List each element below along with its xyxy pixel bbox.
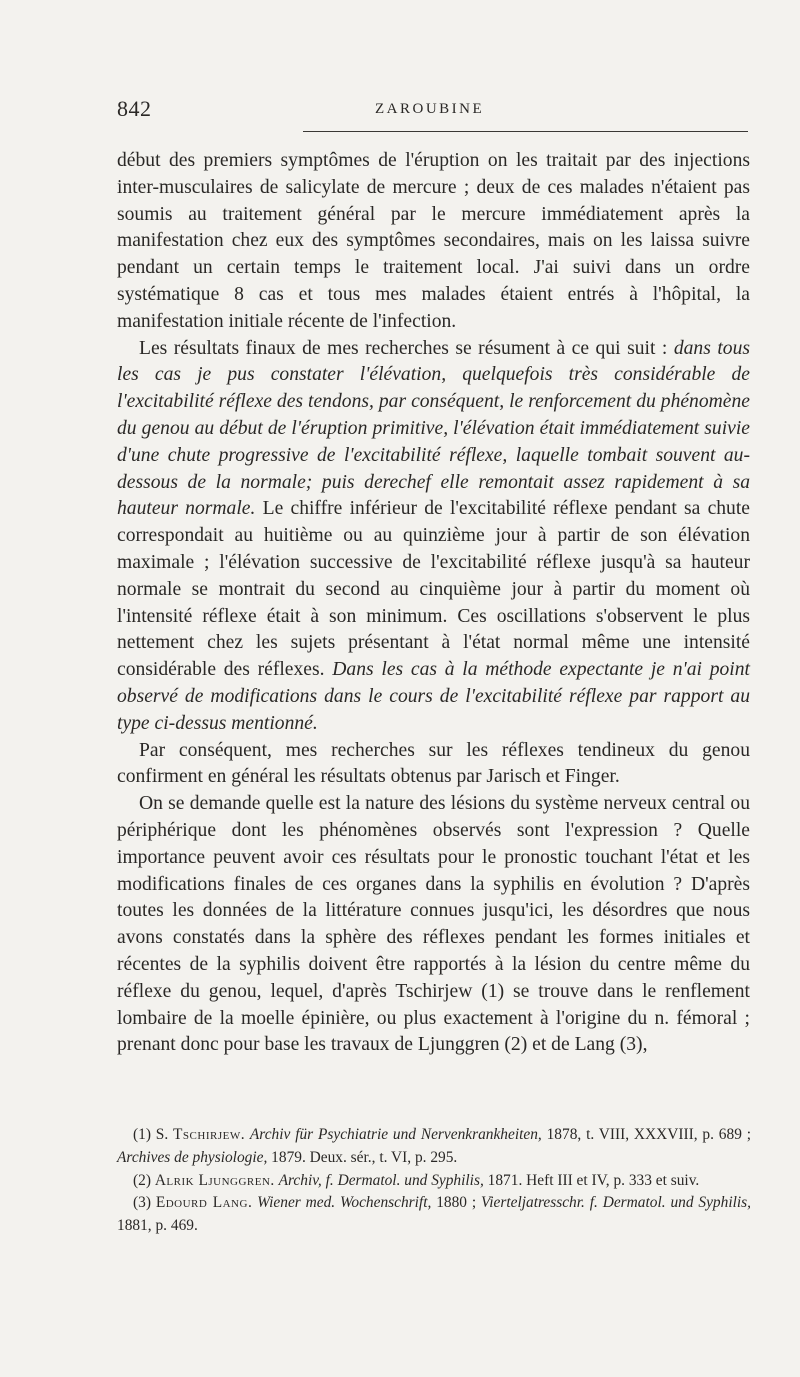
footnote-2-journal: Archiv, f. Dermatol. und Syphilis, [278,1171,484,1189]
footnote-1 [117,1124,751,1170]
running-head: ZAROUBINE [375,101,485,117]
footnote-3-journal: Wiener med. Wochenschrift, [257,1194,432,1212]
paragraph-4: On se demande quelle est la nature des lésions du système nerveux central ou périphérique dont les phénomènes observés sont l'expression ? Quelle importance peuvent avoir ces résultats pour le pronostic touchant l'état et les modifications finales de ces organes dans la syphilis en évolution ? D'après toutes les données de la littérature connues jusqu'ici, les désordres que nous avons constatés dans la sphère des réflexes pendant les formes initiales et récentes de la syphilis doivent être rapportés à la lésion du centre même du réflexe du genou, lequel, d'après Tschirjew (1) se trouve dans le renflement lombaire de la moelle épinière, ou plus exactement à l'origine du n. fémoral ; prenant donc pour base les travaux de Ljunggren (2) et de Lang (3), [117,793,750,1056]
paragraph-2-details: Le chiffre inférieur de l'excitabilité réflexe pendant sa chute correspondait au huitième ou au quinzième jour à partir de son élévation maximale ; l'élévation successive de l'excitabilité réflexe jusqu'à sa hauteur normale se montrait du second au cinquième jour à partir du moment où l'intensité réflexe était à son minimum. Ces oscillations s'observent le plus nettement chez les sujets présentant à l'état normal même une intensité considérable des réflexes. [117,498,750,681]
footnote-2-marker: (2) [133,1171,151,1189]
paragraph-2-intro: Les résultats finaux de mes recherches se résument à ce qui suit : [139,337,668,359]
footnotes [117,1124,751,1238]
paragraph-2-italic-findings: dans tous les cas je pus constater l'élévation, quelquefois très considérable de l'excitabilité réflexe des tendons, par conséquent, le renforcement du phénomène du genou au début de l'éruption primitive, l'élévation était immédiatement suivie d'une chute progressive de l'excitabilité réflexe, laquelle tombait souvent au-dessous de la normale; puis derechef elle remontait assez rapidement à sa hauteur normale. [117,337,750,520]
page-header [117,96,748,126]
body-text [117,148,750,1059]
footnote-2 [117,1170,751,1193]
footnote-2-citation: 1871. Heft III et IV, p. 333 et suiv. [487,1171,700,1189]
paragraph-1: début des premiers symptômes de l'éruption on les traitait par des injections inter-musculaires de salicylate de mercure ; deux de ces malades n'étaient pas soumis au traitement général par le mercure immédiatement après la manifestation chez eux des symptômes secondaires, mais on les laissa suivre pendant un certain temps le traitement local. J'ai suivi dans un ordre systématique 8 cas et tous mes malades étaient entrés à l'hôpital, la manifestation initiale récente de l'infection. [117,150,750,332]
footnote-1-author: Tschirjew. [173,1126,246,1143]
footnote-2-author: Alrik Ljunggren. [154,1171,275,1189]
footnote-3-citation-2: 1881, p. 469. [117,1217,198,1235]
footnote-1-marker: (1) S. [133,1126,169,1143]
page-number: 842 [117,96,152,121]
footnote-3 [117,1192,751,1238]
paragraph-3: Par conséquent, mes recherches sur les réflexes tendineux du genou confirment en général les résultats obtenus par Jarisch et Finger. [117,739,750,788]
header-rule [303,131,748,132]
paragraph-2 [117,336,750,738]
footnote-3-citation: 1880 ; [436,1194,477,1212]
footnote-3-marker: (3) [133,1194,151,1212]
footnote-1-journal-2: Archives de physiologie, [117,1148,268,1166]
footnote-1-citation: 1878, t. VIII, XXXVIII, p. 689 ; [546,1126,751,1143]
paragraph-2-italic-conclusion: Dans les cas à la méthode expectante je n'ai point observé de modifications dans le cours de l'excitabilité réflexe par rapport au type ci-dessus mentionné. [117,659,750,734]
footnote-1-citation-2: 1879. Deux. sér., t. VI, p. 295. [271,1148,458,1166]
footnote-3-author: Edourd Lang. [155,1194,253,1212]
footnote-1-journal: Archiv für Psychiatrie und Nervenkrankheiten, [249,1126,542,1143]
footnote-3-journal-2: Vierteljatresschr. f. Dermatol. und Syphilis, [481,1194,751,1212]
